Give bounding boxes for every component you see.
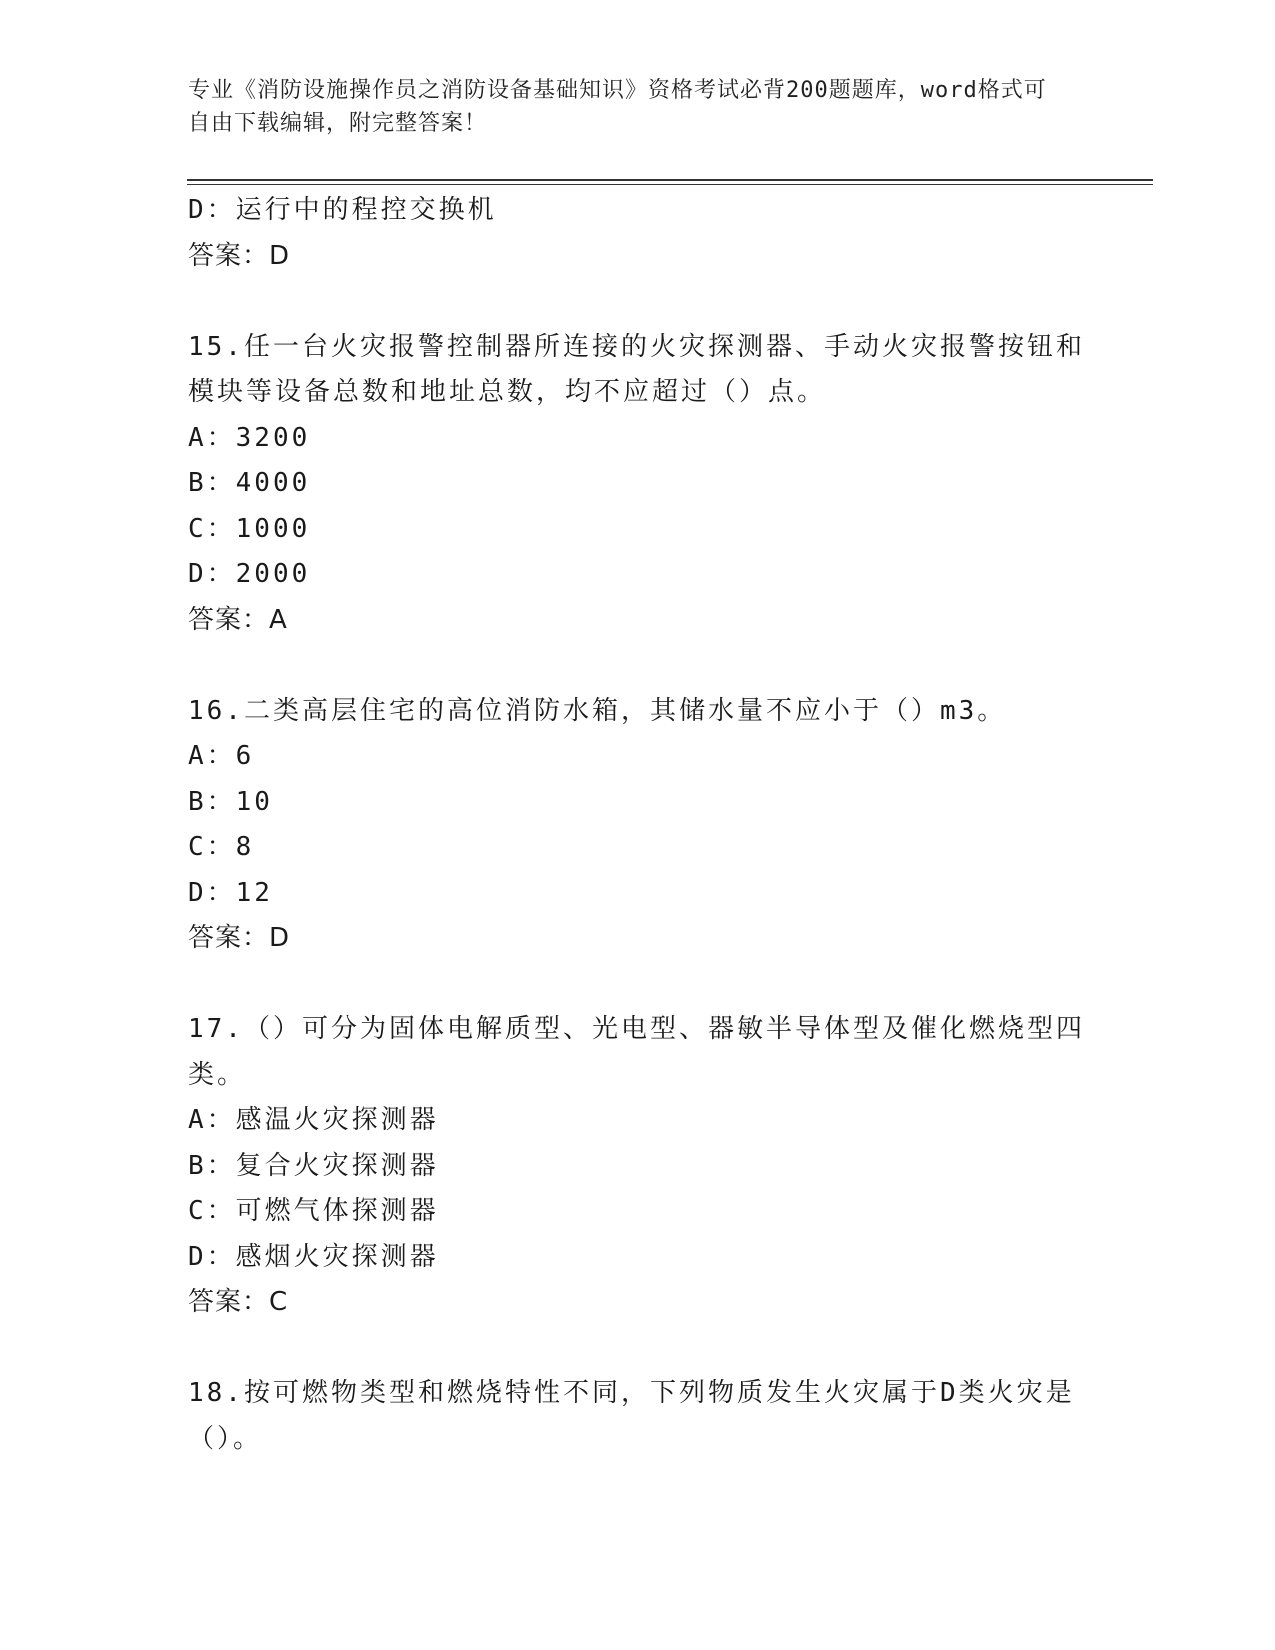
page-header: 专业《消防设施操作员之消防设备基础知识》资格考试必背200题题库，word格式可自由下载编辑，附完整答案！ [188,78,1047,136]
option-b: B：复合火灾探测器 [188,1150,439,1181]
question-stem: 16.二类高层住宅的高位消防水箱，其储水量不应小于（）m3。 [188,695,1007,726]
question-stem: 18.按可燃物类型和燃烧特性不同，下列物质发生火灾属于D类火灾是 [188,1378,1075,1408]
option-c: C：可燃气体探测器 [188,1196,439,1226]
question-15 [188,325,1088,644]
header-divider-thick [187,179,1153,181]
question-stem: 15.任一台火灾报警控制器所连接的火灾探测器、手动火灾报警按钮和 [188,331,1085,362]
option-a: A：感温火灾探测器 [188,1105,439,1135]
option-b: B：10 [188,786,273,817]
option-d: D：2000 [188,559,311,589]
question-content [188,188,1088,1462]
option-a: A：6 [188,741,255,771]
option-d: D：12 [188,877,273,908]
answer-line: 答案：C [188,1287,289,1317]
answer-line: 答案：A [188,604,288,635]
answer-line: 答案：D [188,240,291,271]
question-stem: 17.（）可分为固体电解质型、光电型、器敏半导体型及催化燃烧型四 [188,1014,1085,1044]
question-17 [188,1007,1088,1326]
option-d: D：感烟火灾探测器 [188,1241,439,1272]
question-16 [188,689,1088,962]
answer-line: 答案：D [188,923,291,953]
option-a: A：3200 [188,422,311,453]
option-d: D：运行中的程控交换机 [188,195,497,225]
question-stem: 模块等设备总数和地址总数，均不应超过（）点。 [188,377,827,407]
option-c: C：8 [188,832,255,862]
question-stem: （）。 [188,1423,263,1454]
option-c: C：1000 [188,513,311,544]
question-stem: 类。 [188,1059,247,1090]
option-b: B：4000 [188,468,311,498]
header-divider-thin [187,184,1153,185]
question-18 [188,1371,1088,1462]
